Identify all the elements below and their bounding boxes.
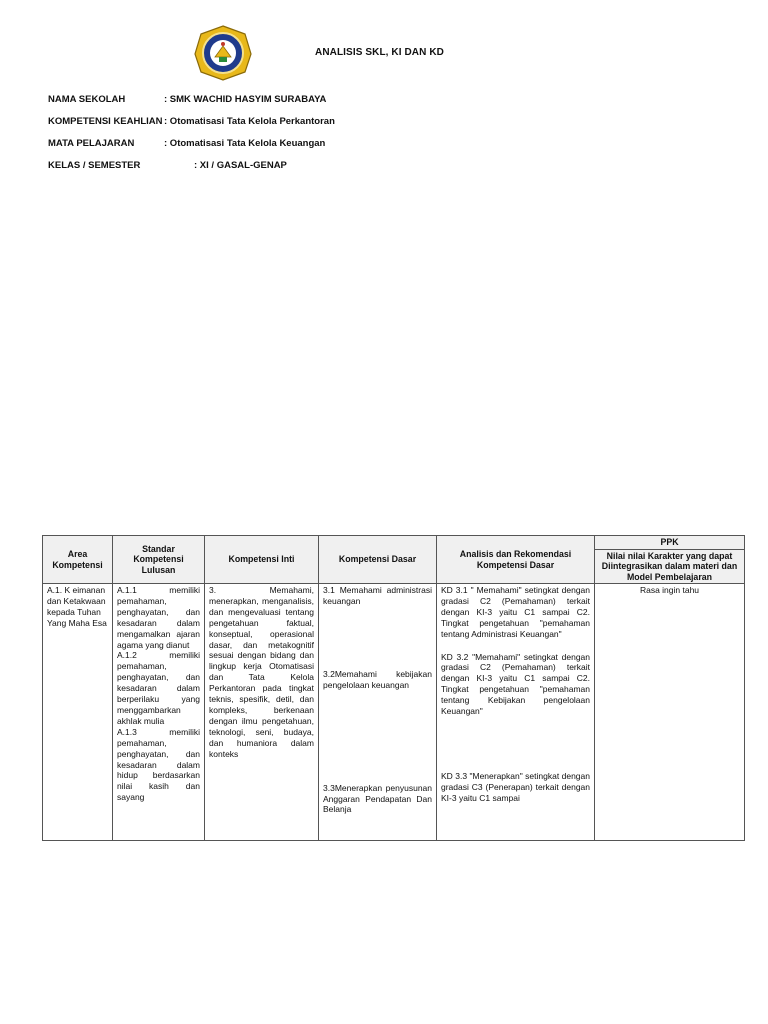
analisis-item: KD 3.3 "Menerapkan" setingkat dengan gradasi C3 (Penerapan) terkait dengan KI-3 yaitu C1 sampai	[441, 770, 590, 803]
header-skl: Standar Kompetensi Lulusan	[113, 536, 205, 584]
info-value: : Otomatisasi Tata Kelola Perkantoran	[164, 116, 335, 127]
header-ki: Kompetensi Inti	[205, 536, 319, 584]
kd-item: 3.3Menerapkan penyusunan Anggaran Pendapatan Dan Belanja	[323, 782, 432, 815]
info-row-kelas	[48, 160, 287, 171]
ppk-text: Rasa ingin tahu	[639, 585, 700, 595]
skl-item: A.1.1 memiliki pemahaman, penghayatan, dan kesadaran dalam mengamalkan ajaran agama yang dianut	[117, 585, 200, 650]
info-value: : SMK WACHID HASYIM SURABAYA	[164, 94, 327, 105]
area-text: A.1. K eimanan dan Ketakwaan kepada Tuhan Yang Maha Esa	[47, 585, 107, 628]
info-row-sekolah	[48, 94, 326, 105]
info-row-keahlian	[48, 116, 335, 127]
cell-skl	[113, 584, 205, 841]
table-row	[43, 584, 745, 841]
skl-item: A.1.3 memiliki pemahaman, penghayatan, dan kesadaran dalam hidup berdasarkan nilai kasih dan sayang	[117, 726, 200, 803]
analisis-item: KD 3.2 "Memahami" setingkat dengan gradasi C2 (Pemahaman) terkait dengan KI-3 yaitu C1 sampai C2. Tingkat pengetahuan "pemahaman tentang Kebijakan pengelolaan Keuangan"	[441, 651, 590, 717]
info-label: KOMPETENSI KEAHLIAN	[48, 116, 163, 127]
cell-area	[43, 584, 113, 841]
cell-analisis	[437, 584, 595, 841]
header-area: Area Kompetensi	[43, 536, 113, 584]
header-kd: Kompetensi Dasar	[319, 536, 437, 584]
info-value: : XI / GASAL-GENAP	[194, 160, 287, 171]
header-ppk: PPK	[595, 536, 745, 550]
analisis-item: KD 3.1 " Memahami" setingkat dengan gradasi C2 (Pemahaman) terkait dengan KI-3 yaitu C1 sampai C2. Tingkat pengetahuan "pemahaman tentang Administrasi Keuangan"	[441, 585, 590, 639]
info-row-mapel	[48, 138, 325, 149]
analysis-table	[42, 535, 745, 841]
cell-ki	[205, 584, 319, 841]
info-label: MATA PELAJARAN	[48, 138, 135, 149]
document-title: ANALISIS SKL, KI DAN KD	[315, 47, 444, 58]
kd-item: 3.1 Memahami administrasi keuangan	[323, 585, 432, 606]
info-value: : Otomatisasi Tata Kelola Keuangan	[164, 138, 326, 149]
cell-ppk	[595, 584, 745, 841]
info-label: KELAS / SEMESTER	[48, 160, 141, 171]
info-label: NAMA SEKOLAH	[48, 94, 126, 105]
kd-item: 3.2Memahami kebijakan pengelolaan keuangan	[323, 668, 432, 690]
school-emblem-icon	[193, 24, 253, 82]
cell-kd	[319, 584, 437, 841]
ki-text: 3. Memahami, menerapkan, menganalisis, dan mengevaluasi tentang pengetahuan faktual, konseptual, operasional dasar, dan metakognitif sesuai dengan bidang dan lingkup kerja Otomatisasi dan Tata Kelola Perkantoran pada tingkat teknis, spesifik, detil, dan kompleks, berkenaan dengan ilmu pengetahuan, teknologi, seni, budaya, dan humaniora dalam konteks	[209, 585, 314, 759]
skl-item: A.1.2 memiliki pemahaman, penghayatan, dan kesadaran dalam berperilaku yang menggambarkan akhlak mulia	[117, 650, 200, 726]
header-analisis: Analisis dan Rekomendasi Kompetensi Dasar	[437, 536, 595, 584]
header-ppk-sub: Nilai nilai Karakter yang dapat Diintegrasikan dalam materi dan Model Pembelajaran	[595, 549, 745, 584]
